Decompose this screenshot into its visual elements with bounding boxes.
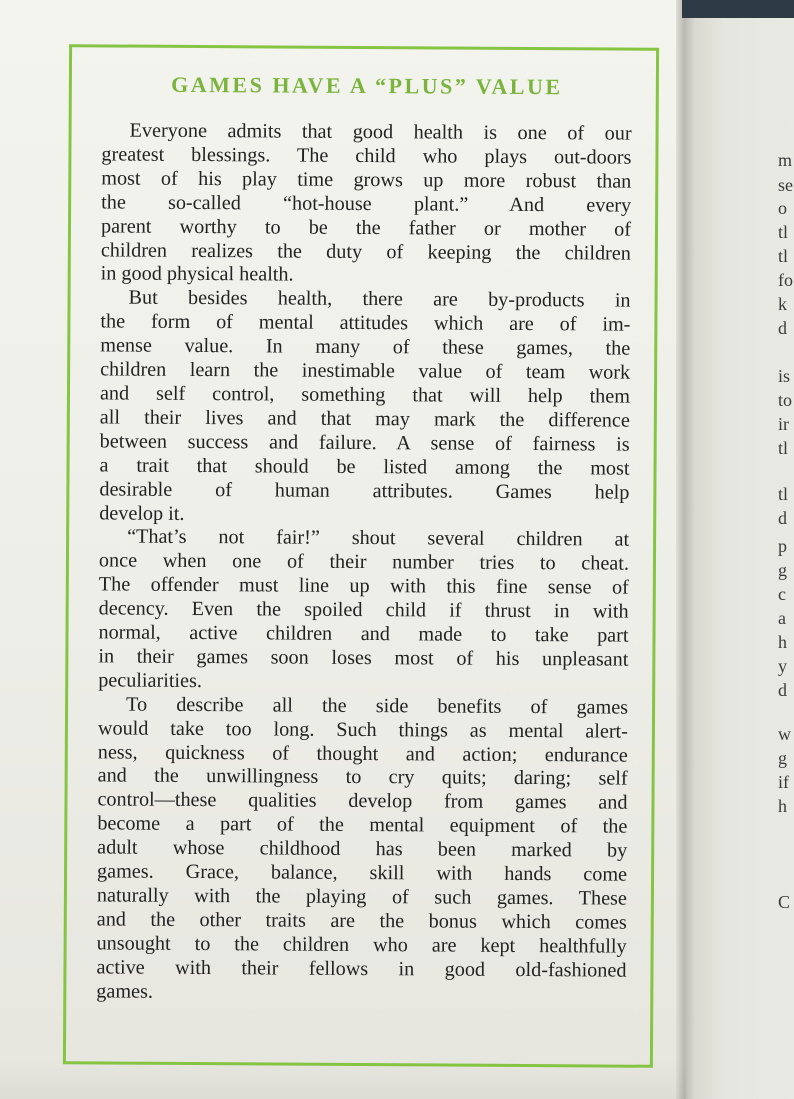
- right-page-fragment: p: [778, 536, 787, 556]
- text-line: “That’s not fair!” shout several children at: [127, 525, 630, 552]
- right-page-fragment: d: [778, 318, 787, 338]
- right-page-fragment: a: [778, 608, 786, 628]
- text-line: To describe all the side benefits of games: [126, 693, 629, 719]
- right-page-fragment: w: [778, 724, 791, 744]
- text-line: greatest blessings. The child who plays out-doors: [101, 143, 632, 169]
- text-line: But besides health, there are by-products in: [128, 286, 631, 312]
- right-page-fragment: d: [778, 508, 787, 528]
- article-body: [96, 119, 631, 1007]
- text-line: adult whose childhood has been marked by: [97, 836, 628, 862]
- article-frame: [63, 44, 659, 1068]
- right-page-fragment: to: [778, 390, 793, 410]
- text-line: become a part of the mental equipment of the: [97, 812, 628, 838]
- text-line: children realizes the duty of keeping the children: [100, 238, 631, 265]
- text-line: mense value. In many of these games, the: [100, 334, 631, 360]
- article-title: GAMES HAVE A “PLUS” VALUE: [171, 71, 563, 100]
- right-page-fragment: c: [778, 584, 786, 604]
- right-page-fragment: o: [778, 198, 787, 218]
- text-line: most of his play time grows up more robust than: [101, 167, 632, 193]
- text-line: all their lives and that may mark the difference: [99, 406, 630, 432]
- right-page-fragment: m: [778, 150, 793, 170]
- right-page-fragment: is: [778, 366, 791, 386]
- text-line: and the other traits are the bonus which comes: [96, 908, 627, 934]
- right-page-fragment: y: [778, 656, 787, 676]
- text-line: and self control, something that will help them: [99, 382, 631, 408]
- text-line: parent worthy to be the father or mother of: [100, 215, 632, 241]
- text-line: between success and failure. A sense of fairness is: [99, 430, 630, 456]
- page-shadow: [0, 1060, 686, 1099]
- text-line: The offender must line up with this fine sense of: [98, 573, 629, 599]
- right-page-fragment: tl: [778, 246, 789, 266]
- text-line: control—these qualities develop from games and: [97, 788, 628, 815]
- right-page-fragment: k: [778, 294, 787, 314]
- right-page-fragment: tl: [778, 438, 789, 458]
- right-page-fragment: tl: [778, 484, 789, 504]
- text-line: naturally with the playing of such games. These: [96, 884, 627, 910]
- right-page-fragment: if: [778, 772, 789, 792]
- text-line: unsought to the children who are kept healthfully: [96, 932, 627, 958]
- right-page-fragment: h: [778, 632, 787, 652]
- right-page-fragment: g: [778, 560, 787, 580]
- right-page-fragment: d: [778, 680, 787, 700]
- right-page-fragment: C: [778, 892, 791, 912]
- text-line: children learn the inestimable value of team work: [100, 358, 631, 384]
- book-spine: [676, 0, 694, 1099]
- text-line: in good physical health.: [100, 262, 294, 287]
- background-corner: [682, 0, 794, 18]
- right-page-fragment: ir: [778, 414, 789, 434]
- text-line: once when one of their number tries to cheat.: [98, 549, 630, 575]
- text-line: active with their fellows in good old-fashioned: [96, 956, 627, 982]
- text-line: games. Grace, balance, skill with hands come: [97, 860, 628, 886]
- text-line: a trait that should be listed among the most: [99, 454, 630, 480]
- text-line: ness, quickness of thought and action; endurance: [97, 740, 628, 767]
- right-page-fragment: h: [778, 796, 787, 816]
- text-line: normal, active children and made to take part: [98, 621, 629, 647]
- text-line: decency. Even the spoiled child if thrust in with: [98, 597, 629, 623]
- text-line: peculiarities.: [98, 669, 203, 692]
- text-line: Everyone admits that good health is one of our: [129, 119, 632, 145]
- text-line: in their games soon loses most of his unpleasant: [98, 645, 629, 671]
- text-line: the so-called “hot-house plant.” And every: [101, 191, 632, 217]
- text-line: games.: [96, 980, 154, 1003]
- right-page-fragment: fo: [778, 270, 793, 290]
- text-line: and the unwillingness to cry quits; daring; self: [97, 764, 628, 791]
- text-line: desirable of human attributes. Games help: [99, 477, 630, 504]
- text-line: would take too long. Such things as mental alert-: [97, 717, 629, 743]
- right-page-fragment: se: [778, 175, 793, 195]
- text-line: develop it.: [99, 501, 185, 525]
- right-page-fragment: tl: [778, 222, 789, 242]
- text-line: the form of mental attitudes which are of im-: [100, 310, 631, 336]
- right-page-fragment: g: [778, 748, 787, 768]
